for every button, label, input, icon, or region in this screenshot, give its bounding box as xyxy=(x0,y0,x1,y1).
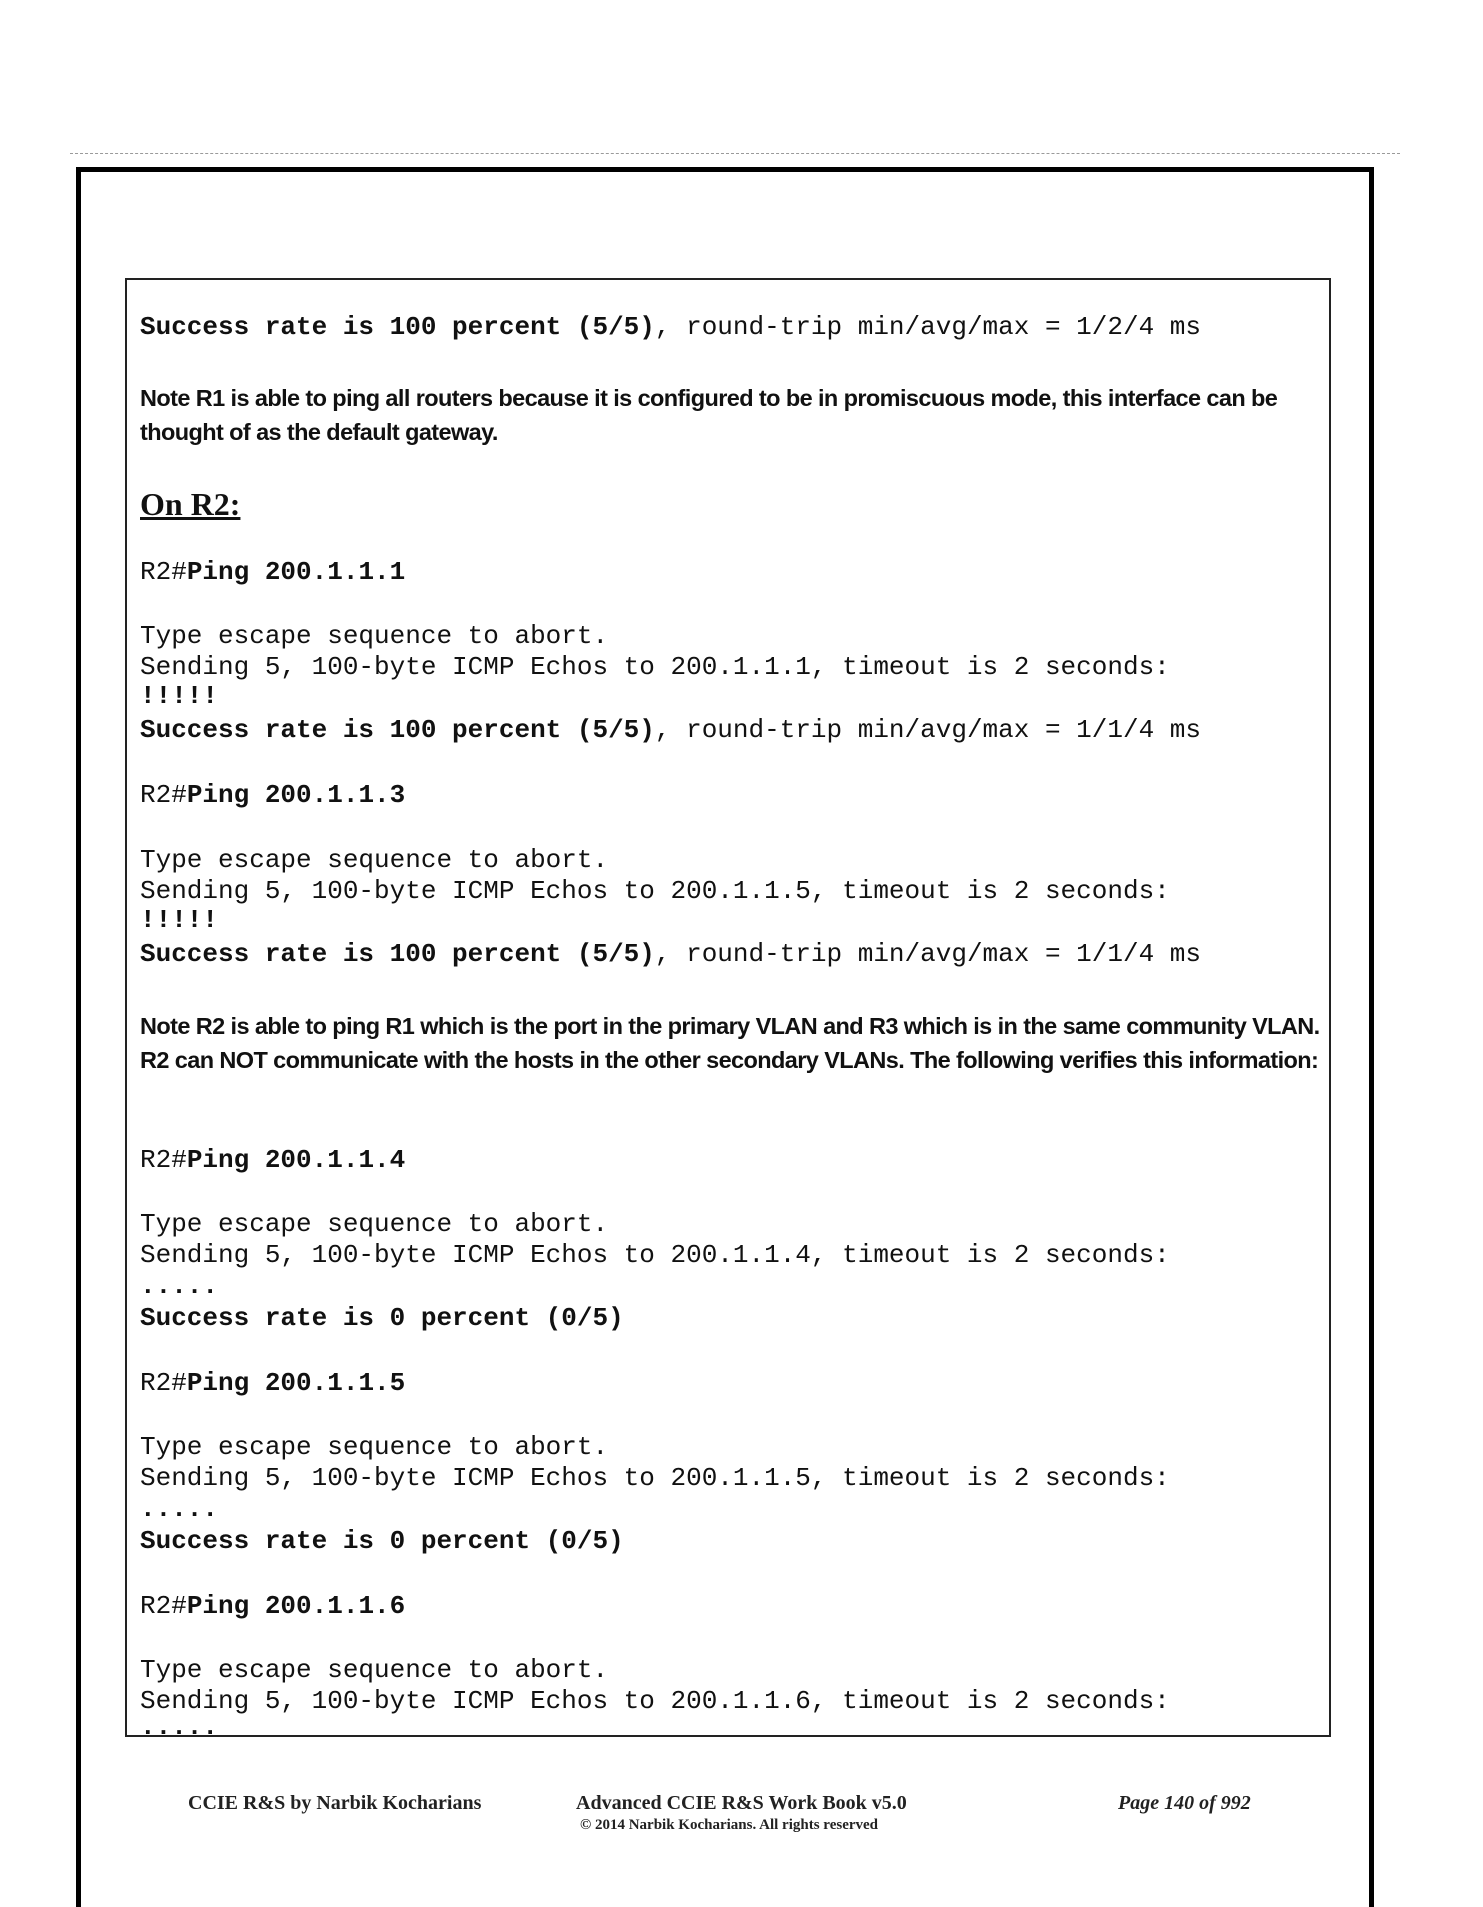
command: Ping 200.1.1.6 xyxy=(186,1591,406,1621)
ping-marks: !!!!! xyxy=(140,681,219,711)
output-line: Type escape sequence to abort. xyxy=(140,1655,609,1685)
result-normal: , round-trip min/avg/max = 1/2/4 ms xyxy=(654,312,1201,342)
prompt: R2# xyxy=(140,1145,187,1175)
command: Ping 200.1.1.4 xyxy=(186,1145,406,1175)
footer-copyright: © 2014 Narbik Kocharians. All rights reserved xyxy=(580,1817,879,1833)
ping-marks: !!!!! xyxy=(140,905,219,935)
prompt: R2# xyxy=(140,1368,187,1398)
output-line: Sending 5, 100-byte ICMP Echos to 200.1.1.4, timeout is 2 seconds: xyxy=(140,1240,1170,1270)
command-line xyxy=(140,1145,405,1176)
prompt: R2# xyxy=(140,1591,187,1621)
ping-result-line xyxy=(140,939,1201,970)
command-line xyxy=(140,1591,405,1622)
output-line: Sending 5, 100-byte ICMP Echos to 200.1.1.6, timeout is 2 seconds: xyxy=(140,1686,1170,1716)
output-line: Sending 5, 100-byte ICMP Echos to 200.1.1.5, timeout is 2 seconds: xyxy=(140,876,1170,906)
command-line xyxy=(140,1368,405,1399)
command: Ping 200.1.1.1 xyxy=(186,557,406,587)
footer-author: CCIE R&S by Narbik Kocharians xyxy=(188,1792,482,1814)
ping-result-line: Success rate is 0 percent (0/5) xyxy=(140,1303,624,1333)
output-line: Sending 5, 100-byte ICMP Echos to 200.1.1.1, timeout is 2 seconds: xyxy=(140,652,1170,682)
footer-book-title: Advanced CCIE R&S Work Book v5.0 xyxy=(576,1792,907,1814)
result-bold: Success rate is 100 percent (5/5) xyxy=(140,939,655,969)
output-line: Type escape sequence to abort. xyxy=(140,1209,609,1239)
output-line: Sending 5, 100-byte ICMP Echos to 200.1.1.5, timeout is 2 seconds: xyxy=(140,1463,1170,1493)
command: Ping 200.1.1.5 xyxy=(186,1368,406,1398)
command-line xyxy=(140,780,405,811)
result-normal: , round-trip min/avg/max = 1/1/4 ms xyxy=(654,715,1201,745)
note-r2: Note R2 is able to ping R1 which is the port in the primary VLAN and R3 which is in the same community VLAN. R2 can NOT communicate with the hosts in the other secondary VLANs. The following verifies this information: xyxy=(140,1013,1320,1073)
command-line xyxy=(140,557,405,588)
output-line: Type escape sequence to abort. xyxy=(140,621,609,651)
ping-marks: ..... xyxy=(140,1712,219,1742)
scan-artifact-line xyxy=(70,153,1400,154)
footer-title xyxy=(576,1792,976,1834)
content-box xyxy=(125,278,1331,1737)
result-bold: Success rate is 100 percent (5/5) xyxy=(140,715,655,745)
result-normal: , round-trip min/avg/max = 1/1/4 ms xyxy=(654,939,1201,969)
section-heading: On R2: xyxy=(140,486,241,522)
prompt: R2# xyxy=(140,780,187,810)
prompt: R2# xyxy=(140,557,187,587)
command: Ping 200.1.1.3 xyxy=(186,780,406,810)
note-r1: Note R1 is able to ping all routers because it is configured to be in promiscuous mode, this interface can be thought of as the default gateway. xyxy=(140,385,1278,445)
ping-result-line: Success rate is 0 percent (0/5) xyxy=(140,1526,624,1556)
output-line: Type escape sequence to abort. xyxy=(140,845,609,875)
result-bold: Success rate is 100 percent (5/5) xyxy=(140,312,655,342)
ping-marks: ..... xyxy=(140,1271,219,1301)
ping-marks: ..... xyxy=(140,1494,219,1524)
ping-result-line xyxy=(140,312,1201,343)
output-line: Type escape sequence to abort. xyxy=(140,1432,609,1462)
ping-result-line xyxy=(140,715,1201,746)
page-number: Page 140 of 992 xyxy=(1118,1792,1251,1814)
